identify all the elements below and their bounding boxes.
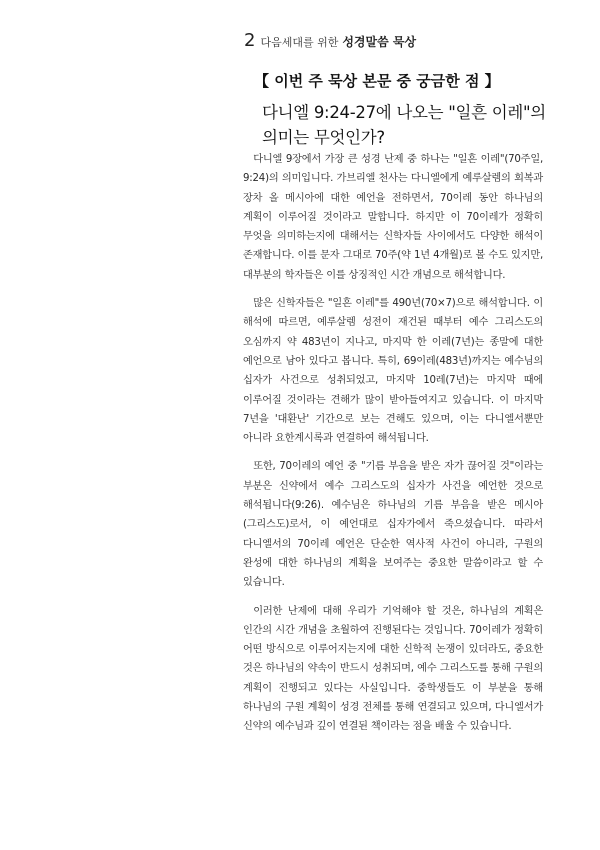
question-title: 다니엘 9:24-27에 나오는 "일흔 이레"의 의미는 무엇인가? bbox=[262, 103, 546, 147]
paragraph: 많은 신학자들은 "일흔 이레"를 490년(70×7)으로 해석합니다. 이 해석에 따르면, 예루살렘 성전이 재건된 때부터 예수 그리스도의 오심까지 약 483년이 지나고, 마지막 한 이레(7년)는 종말에 대한 예언으로 남아 있다고 봅니다. 특히, 69이레(483년)까지는 예수님의 십자가 사건으로 성취되었고, 마지막 10레(7년)는 마지막 때에 이루어질 것이라는 견해가 많이 받아들여지고 있습니다. 이 마지막 7년을 '대환난' 기간으로 보는 견해도 있으며, 이는 다니엘서뿐만 아니라 요한계시록과 연결하여 해석됩니다. bbox=[243, 298, 543, 445]
body-text bbox=[243, 150, 543, 746]
running-title-prefix: 다음세대를 위한 bbox=[260, 36, 339, 49]
section-heading: 【 이번 주 묵상 본문 중 궁금한 점 】 bbox=[254, 72, 500, 90]
paragraph: 다니엘 9장에서 가장 큰 성경 난제 중 하나는 "일흔 이레"(70주일, 9:24)의 의미입니다. 가브리엘 천사는 다니엘에게 예루살렘의 회복과 장차 올 메시아에 대한 예언을 전하면서, 70이레 동안 하나님의 계획이 이루어질 것이라고 말합니다. 하지만 이 70이레가 정확히 무엇을 의미하는지에 대해서는 신학자들 사이에서도 다양한 해석이 존재합니다. 이를 문자 그대로 70주(약 1년 4개월)로 볼 수도 있지만, 대부분의 학자들은 이를 상징적인 시간 개념으로 해석합니다. bbox=[243, 154, 543, 281]
paragraph: 이러한 난제에 대해 우리가 기억해야 할 것은, 하나님의 계획은 인간의 시간 개념을 초월하여 진행된다는 것입니다. 70이레가 정확히 어떤 방식으로 이루어지는지에 대한 신학적 논쟁이 있더라도, 중요한 것은 하나님의 약속이 반드시 성취되며, 예수 그리스도를 통해 구원의 계획이 진행되고 있다는 사실입니다. 중학생들도 이 부분을 통해 하나님의 구원 계획이 성경 전체를 통해 연결되고 있으며, 다니엘서가 신약의 예수님과 깊이 연결된 책이라는 점을 배울 수 있습니다. bbox=[243, 605, 543, 733]
paragraph: 또한, 70이레의 예언 중 "기름 부음을 받은 자가 끊어질 것"이라는 부분은 신약에서 예수 그리스도의 십자가 사건을 예언한 것으로 해석됩니다(9:26). 예수님은 하나님의 기름 부음을 받은 메시아(그리스도)로서, 이 예언대로 십자가에서 죽으셨습니다. 따라서 다니엘서의 70이레 예언은 단순한 역사적 사건이 아니라, 구원의 완성에 대한 하나님의 계획을 보여주는 중요한 말씀이라고 할 수 있습니다. bbox=[243, 461, 543, 589]
page-header bbox=[244, 30, 574, 54]
page-number: 2 bbox=[244, 30, 256, 51]
running-title: 성경말씀 묵상 bbox=[342, 35, 417, 49]
